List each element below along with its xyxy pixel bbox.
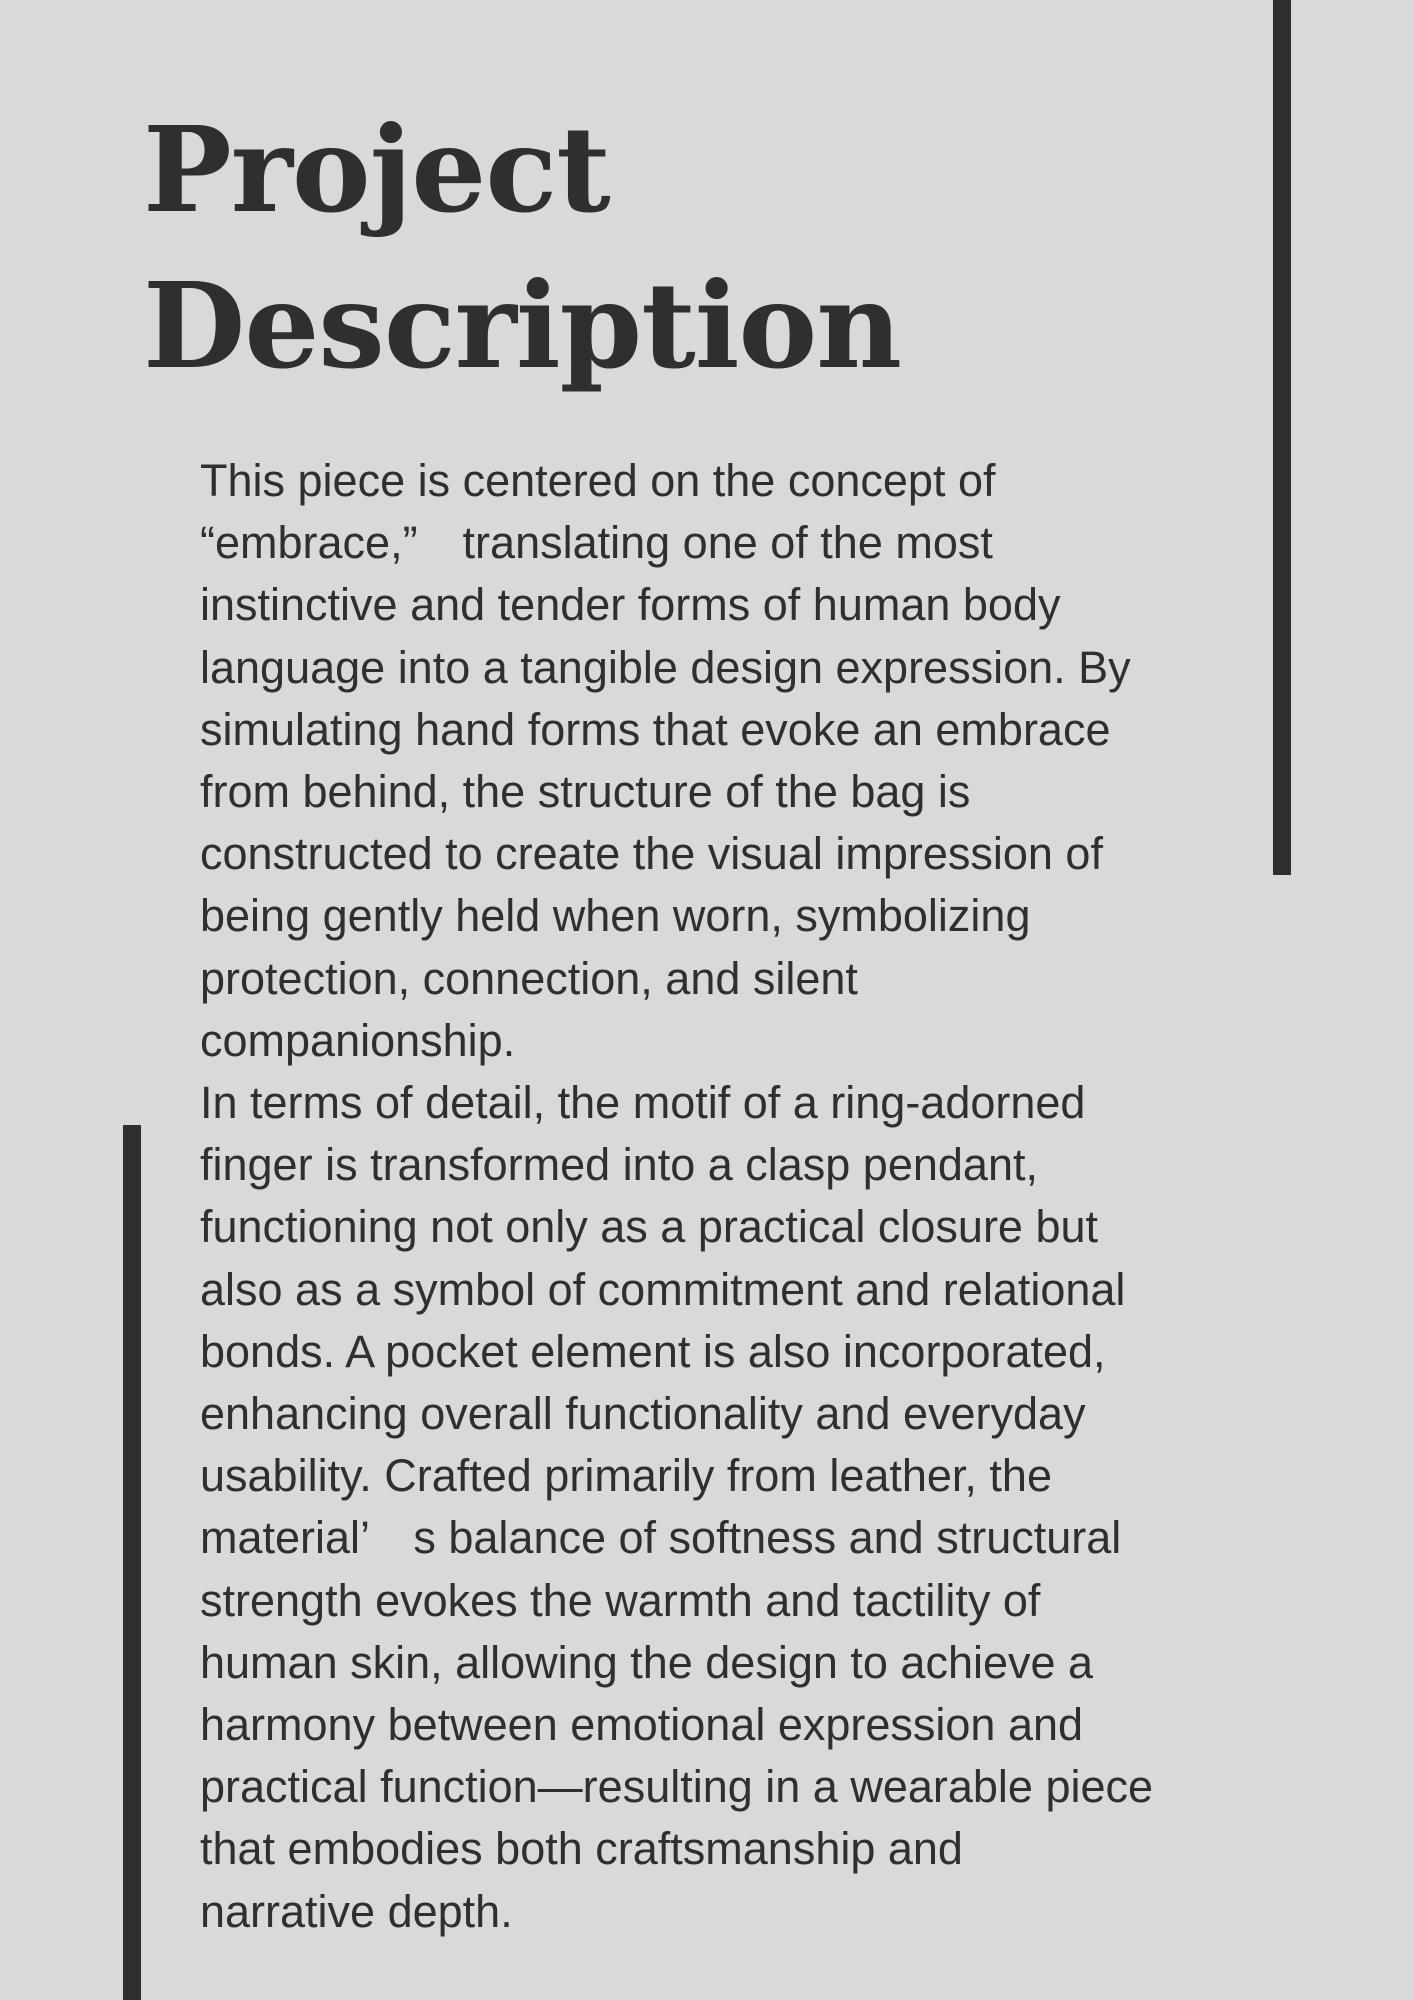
body-line: language into a tangible design expression. By (200, 641, 1131, 693)
body-line: usability. Crafted primarily from leather, the (200, 1450, 1052, 1502)
vertical-accent-bar-left (123, 1125, 141, 2000)
body-line: strength evokes the warmth and tactility of (200, 1574, 1041, 1626)
body-line: that embodies both craftsmanship and (200, 1823, 963, 1875)
body-line: bonds. A pocket element is also incorporated, (200, 1325, 1106, 1377)
body-line: from behind, the structure of the bag is (200, 766, 971, 818)
body-line: also as a symbol of commitment and relational (200, 1263, 1126, 1315)
body-line: practical function—resulting in a wearable piece (200, 1761, 1154, 1813)
body-line: functioning not only as a practical closure but (200, 1201, 1099, 1253)
body-line: In terms of detail, the motif of a ring-adorned (200, 1077, 1086, 1129)
page-title (143, 92, 901, 404)
body-line: This piece is centered on the concept of (200, 455, 996, 506)
page-title-line-1: Project (143, 100, 610, 239)
project-description-body (200, 450, 1230, 1943)
body-line: material’ s balance of softness and structural (200, 1512, 1122, 1564)
body-line: protection, connection, and silent (200, 952, 858, 1004)
body-line: enhancing overall functionality and everyday (200, 1388, 1086, 1440)
body-line: constructed to create the visual impression of (200, 828, 1103, 880)
body-line: narrative depth. (200, 1885, 513, 1937)
body-line: companionship. (200, 1014, 516, 1066)
body-line: human skin, allowing the design to achieve a (200, 1636, 1094, 1688)
body-line: harmony between emotional expression and (200, 1699, 1084, 1751)
body-line: simulating hand forms that evoke an embrace (200, 703, 1111, 755)
body-line: being gently held when worn, symbolizing (200, 890, 1031, 942)
body-line: “embrace,” translating one of the most (200, 517, 993, 569)
page-title-line-2: Description (143, 256, 902, 395)
body-line: instinctive and tender forms of human body (200, 579, 1061, 631)
vertical-accent-bar-right (1273, 0, 1291, 875)
body-line: finger is transformed into a clasp pendant, (200, 1139, 1038, 1191)
